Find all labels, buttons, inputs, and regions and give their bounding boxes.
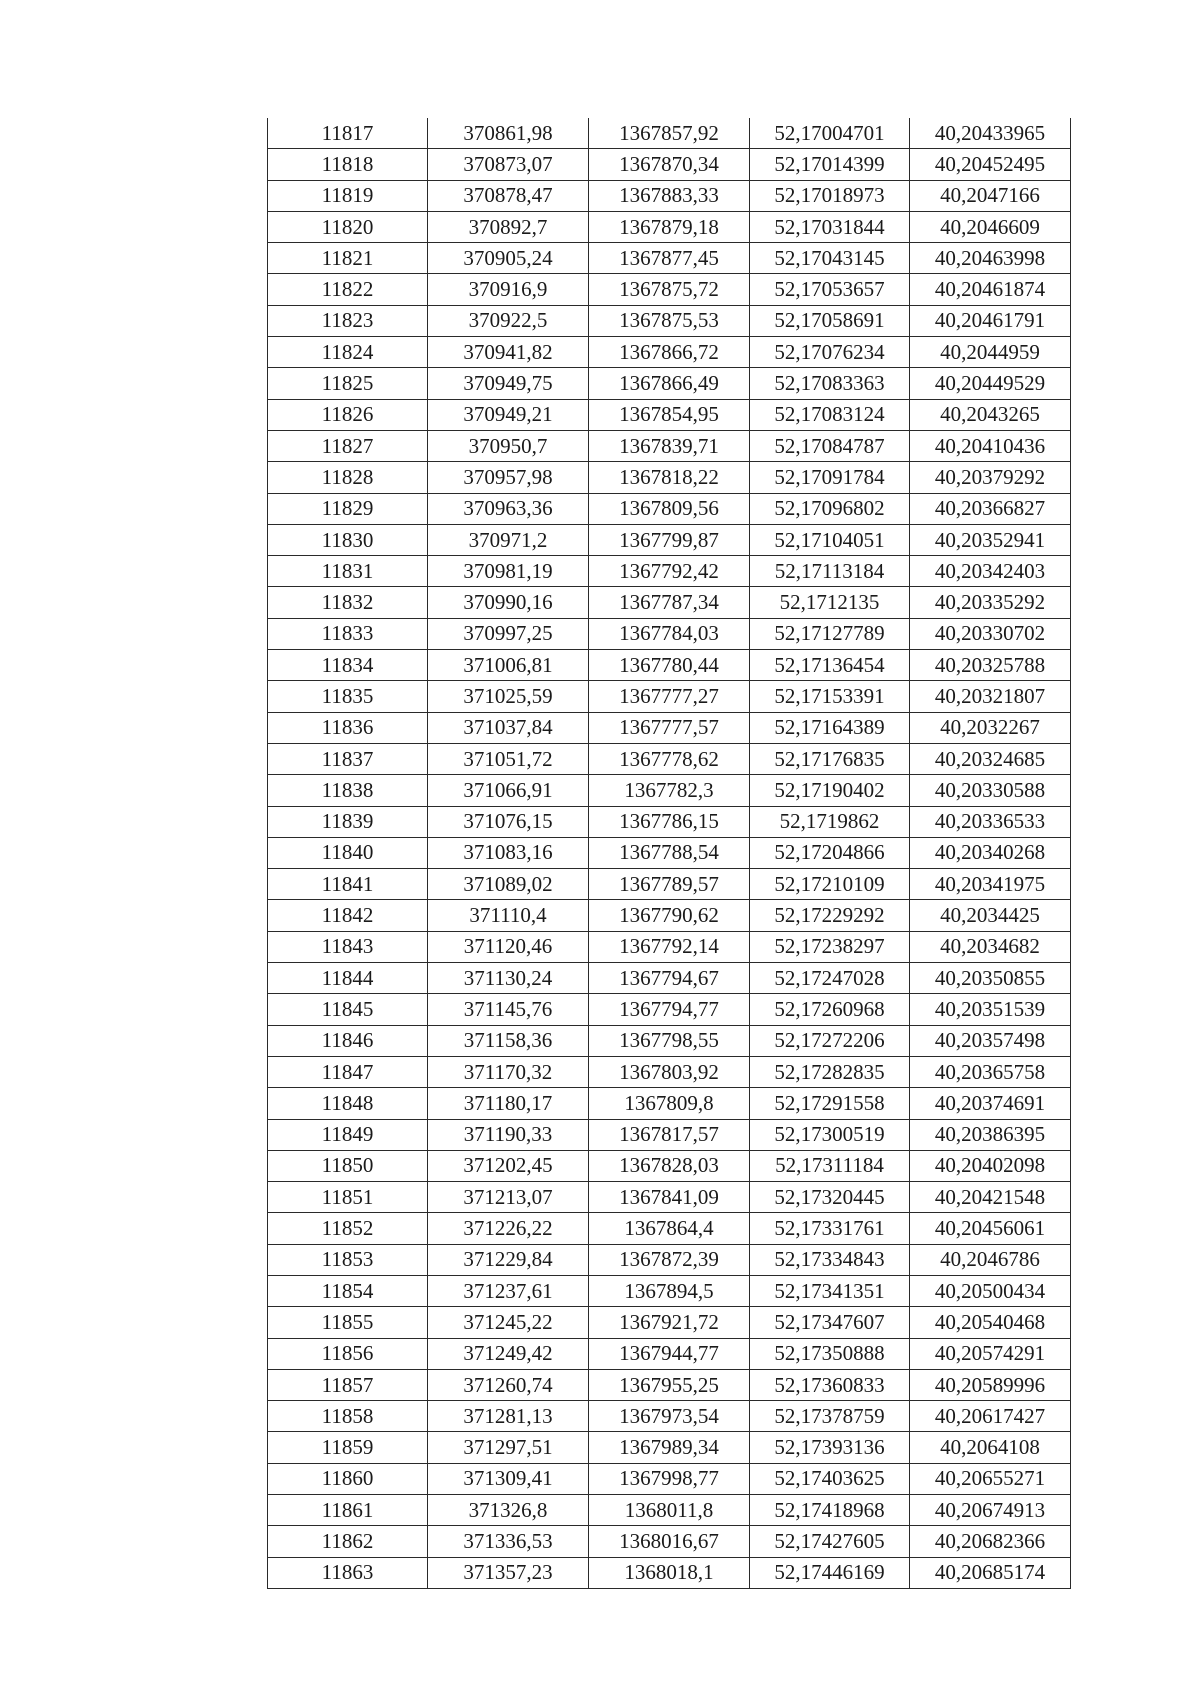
latitude-cell: 52,17418968	[750, 1495, 910, 1526]
y-coordinate-cell: 1367872,39	[589, 1244, 750, 1275]
y-coordinate-cell: 1367921,72	[589, 1307, 750, 1338]
table-row	[268, 712, 1071, 743]
table-row	[268, 900, 1071, 931]
x-coordinate-cell: 370971,2	[428, 524, 589, 555]
latitude-cell: 52,17300519	[750, 1119, 910, 1150]
y-coordinate-cell: 1367794,77	[589, 994, 750, 1025]
table-row	[268, 681, 1071, 712]
latitude-cell: 52,1719862	[750, 806, 910, 837]
y-coordinate-cell: 1367799,87	[589, 524, 750, 555]
longitude-cell: 40,20335292	[910, 587, 1071, 618]
x-coordinate-cell: 371237,61	[428, 1275, 589, 1306]
longitude-cell: 40,2043265	[910, 399, 1071, 430]
y-coordinate-cell: 1367973,54	[589, 1401, 750, 1432]
y-coordinate-cell: 1367875,72	[589, 274, 750, 305]
x-coordinate-cell: 371357,23	[428, 1557, 589, 1588]
longitude-cell: 40,20321807	[910, 681, 1071, 712]
point-number-cell: 11841	[268, 869, 428, 900]
point-number-cell: 11843	[268, 931, 428, 962]
y-coordinate-cell: 1367854,95	[589, 399, 750, 430]
y-coordinate-cell: 1367879,18	[589, 211, 750, 242]
table-row	[268, 1369, 1071, 1400]
point-number-cell: 11838	[268, 775, 428, 806]
latitude-cell: 52,17004701	[750, 118, 910, 149]
table-row	[268, 1025, 1071, 1056]
table-row	[268, 399, 1071, 430]
longitude-cell: 40,20351539	[910, 994, 1071, 1025]
y-coordinate-cell: 1367870,34	[589, 149, 750, 180]
y-coordinate-cell: 1367790,62	[589, 900, 750, 931]
latitude-cell: 52,17104051	[750, 524, 910, 555]
x-coordinate-cell: 371170,32	[428, 1056, 589, 1087]
x-coordinate-cell: 371249,42	[428, 1338, 589, 1369]
longitude-cell: 40,20374691	[910, 1088, 1071, 1119]
point-number-cell: 11863	[268, 1557, 428, 1588]
longitude-cell: 40,2034425	[910, 900, 1071, 931]
table-row	[268, 1495, 1071, 1526]
longitude-cell: 40,20386395	[910, 1119, 1071, 1150]
table-row	[268, 368, 1071, 399]
point-number-cell: 11855	[268, 1307, 428, 1338]
longitude-cell: 40,20682366	[910, 1526, 1071, 1557]
table-row	[268, 337, 1071, 368]
table-row	[268, 211, 1071, 242]
x-coordinate-cell: 370873,07	[428, 149, 589, 180]
table-row	[268, 743, 1071, 774]
point-number-cell: 11825	[268, 368, 428, 399]
x-coordinate-cell: 370963,36	[428, 493, 589, 524]
point-number-cell: 11829	[268, 493, 428, 524]
latitude-cell: 52,17347607	[750, 1307, 910, 1338]
latitude-cell: 52,17053657	[750, 274, 910, 305]
y-coordinate-cell: 1367841,09	[589, 1182, 750, 1213]
longitude-cell: 40,20357498	[910, 1025, 1071, 1056]
longitude-cell: 40,20589996	[910, 1369, 1071, 1400]
latitude-cell: 52,17136454	[750, 650, 910, 681]
point-number-cell: 11850	[268, 1150, 428, 1181]
table-row	[268, 556, 1071, 587]
longitude-cell: 40,20452495	[910, 149, 1071, 180]
table-row	[268, 493, 1071, 524]
x-coordinate-cell: 370861,98	[428, 118, 589, 149]
table-row	[268, 430, 1071, 461]
point-number-cell: 11846	[268, 1025, 428, 1056]
x-coordinate-cell: 371076,15	[428, 806, 589, 837]
y-coordinate-cell: 1367894,5	[589, 1275, 750, 1306]
latitude-cell: 52,17427605	[750, 1526, 910, 1557]
y-coordinate-cell: 1367788,54	[589, 837, 750, 868]
y-coordinate-cell: 1368011,8	[589, 1495, 750, 1526]
longitude-cell: 40,2044959	[910, 337, 1071, 368]
point-number-cell: 11860	[268, 1463, 428, 1494]
latitude-cell: 52,17096802	[750, 493, 910, 524]
latitude-cell: 52,17164389	[750, 712, 910, 743]
longitude-cell: 40,20500434	[910, 1275, 1071, 1306]
point-number-cell: 11819	[268, 180, 428, 211]
latitude-cell: 52,17084787	[750, 430, 910, 461]
table-row	[268, 837, 1071, 868]
table-row	[268, 1307, 1071, 1338]
y-coordinate-cell: 1367786,15	[589, 806, 750, 837]
latitude-cell: 52,17272206	[750, 1025, 910, 1056]
x-coordinate-cell: 370997,25	[428, 618, 589, 649]
latitude-cell: 52,1712135	[750, 587, 910, 618]
y-coordinate-cell: 1367777,57	[589, 712, 750, 743]
point-number-cell: 11837	[268, 743, 428, 774]
table-row	[268, 1275, 1071, 1306]
latitude-cell: 52,17446169	[750, 1557, 910, 1588]
latitude-cell: 52,17153391	[750, 681, 910, 712]
table-row	[268, 1463, 1071, 1494]
latitude-cell: 52,17291558	[750, 1088, 910, 1119]
x-coordinate-cell: 371229,84	[428, 1244, 589, 1275]
table-row	[268, 1182, 1071, 1213]
latitude-cell: 52,17083363	[750, 368, 910, 399]
x-coordinate-cell: 371130,24	[428, 963, 589, 994]
longitude-cell: 40,20574291	[910, 1338, 1071, 1369]
latitude-cell: 52,17260968	[750, 994, 910, 1025]
y-coordinate-cell: 1367866,49	[589, 368, 750, 399]
point-number-cell: 11840	[268, 837, 428, 868]
point-number-cell: 11820	[268, 211, 428, 242]
longitude-cell: 40,20325788	[910, 650, 1071, 681]
table-row	[268, 274, 1071, 305]
latitude-cell: 52,17311184	[750, 1150, 910, 1181]
y-coordinate-cell: 1367809,56	[589, 493, 750, 524]
point-number-cell: 11839	[268, 806, 428, 837]
y-coordinate-cell: 1367809,8	[589, 1088, 750, 1119]
point-number-cell: 11826	[268, 399, 428, 430]
table-row	[268, 806, 1071, 837]
table-row	[268, 931, 1071, 962]
point-number-cell: 11845	[268, 994, 428, 1025]
longitude-cell: 40,20352941	[910, 524, 1071, 555]
table-row	[268, 618, 1071, 649]
latitude-cell: 52,17127789	[750, 618, 910, 649]
coordinates-table-body	[268, 118, 1071, 1588]
x-coordinate-cell: 371145,76	[428, 994, 589, 1025]
x-coordinate-cell: 371202,45	[428, 1150, 589, 1181]
longitude-cell: 40,20655271	[910, 1463, 1071, 1494]
x-coordinate-cell: 371051,72	[428, 743, 589, 774]
longitude-cell: 40,20324685	[910, 743, 1071, 774]
x-coordinate-cell: 370905,24	[428, 243, 589, 274]
longitude-cell: 40,20341975	[910, 869, 1071, 900]
latitude-cell: 52,17282835	[750, 1056, 910, 1087]
x-coordinate-cell: 370990,16	[428, 587, 589, 618]
x-coordinate-cell: 371083,16	[428, 837, 589, 868]
point-number-cell: 11836	[268, 712, 428, 743]
point-number-cell: 11818	[268, 149, 428, 180]
table-row	[268, 1056, 1071, 1087]
y-coordinate-cell: 1367989,34	[589, 1432, 750, 1463]
longitude-cell: 40,2046786	[910, 1244, 1071, 1275]
longitude-cell: 40,2047166	[910, 180, 1071, 211]
latitude-cell: 52,17341351	[750, 1275, 910, 1306]
y-coordinate-cell: 1368018,1	[589, 1557, 750, 1588]
table-row	[268, 305, 1071, 336]
point-number-cell: 11831	[268, 556, 428, 587]
x-coordinate-cell: 371037,84	[428, 712, 589, 743]
x-coordinate-cell: 371066,91	[428, 775, 589, 806]
table-row	[268, 1526, 1071, 1557]
longitude-cell: 40,20366827	[910, 493, 1071, 524]
longitude-cell: 40,20617427	[910, 1401, 1071, 1432]
longitude-cell: 40,20685174	[910, 1557, 1071, 1588]
x-coordinate-cell: 371089,02	[428, 869, 589, 900]
longitude-cell: 40,20456061	[910, 1213, 1071, 1244]
point-number-cell: 11856	[268, 1338, 428, 1369]
latitude-cell: 52,17058691	[750, 305, 910, 336]
longitude-cell: 40,20342403	[910, 556, 1071, 587]
x-coordinate-cell: 371309,41	[428, 1463, 589, 1494]
latitude-cell: 52,17350888	[750, 1338, 910, 1369]
table-row	[268, 1432, 1071, 1463]
longitude-cell: 40,20350855	[910, 963, 1071, 994]
x-coordinate-cell: 370941,82	[428, 337, 589, 368]
y-coordinate-cell: 1367839,71	[589, 430, 750, 461]
y-coordinate-cell: 1368016,67	[589, 1526, 750, 1557]
y-coordinate-cell: 1367828,03	[589, 1150, 750, 1181]
latitude-cell: 52,17334843	[750, 1244, 910, 1275]
x-coordinate-cell: 371190,33	[428, 1119, 589, 1150]
latitude-cell: 52,17331761	[750, 1213, 910, 1244]
point-number-cell: 11859	[268, 1432, 428, 1463]
y-coordinate-cell: 1367787,34	[589, 587, 750, 618]
point-number-cell: 11852	[268, 1213, 428, 1244]
table-row	[268, 1401, 1071, 1432]
longitude-cell: 40,2064108	[910, 1432, 1071, 1463]
x-coordinate-cell: 371281,13	[428, 1401, 589, 1432]
table-row	[268, 775, 1071, 806]
coordinates-table	[267, 118, 1071, 1589]
point-number-cell: 11858	[268, 1401, 428, 1432]
latitude-cell: 52,17247028	[750, 963, 910, 994]
longitude-cell: 40,2046609	[910, 211, 1071, 242]
point-number-cell: 11861	[268, 1495, 428, 1526]
x-coordinate-cell: 371180,17	[428, 1088, 589, 1119]
latitude-cell: 52,17378759	[750, 1401, 910, 1432]
point-number-cell: 11828	[268, 462, 428, 493]
point-number-cell: 11847	[268, 1056, 428, 1087]
latitude-cell: 52,17043145	[750, 243, 910, 274]
latitude-cell: 52,17238297	[750, 931, 910, 962]
table-row	[268, 243, 1071, 274]
x-coordinate-cell: 371260,74	[428, 1369, 589, 1400]
y-coordinate-cell: 1367798,55	[589, 1025, 750, 1056]
x-coordinate-cell: 370949,75	[428, 368, 589, 399]
table-row	[268, 1338, 1071, 1369]
y-coordinate-cell: 1367778,62	[589, 743, 750, 774]
latitude-cell: 52,17083124	[750, 399, 910, 430]
latitude-cell: 52,17190402	[750, 775, 910, 806]
point-number-cell: 11851	[268, 1182, 428, 1213]
y-coordinate-cell: 1367998,77	[589, 1463, 750, 1494]
x-coordinate-cell: 371326,8	[428, 1495, 589, 1526]
longitude-cell: 40,2034682	[910, 931, 1071, 962]
y-coordinate-cell: 1367817,57	[589, 1119, 750, 1150]
table-row	[268, 587, 1071, 618]
y-coordinate-cell: 1367782,3	[589, 775, 750, 806]
point-number-cell: 11821	[268, 243, 428, 274]
x-coordinate-cell: 370878,47	[428, 180, 589, 211]
point-number-cell: 11853	[268, 1244, 428, 1275]
point-number-cell: 11817	[268, 118, 428, 149]
latitude-cell: 52,17320445	[750, 1182, 910, 1213]
longitude-cell: 40,20421548	[910, 1182, 1071, 1213]
x-coordinate-cell: 371213,07	[428, 1182, 589, 1213]
longitude-cell: 40,20336533	[910, 806, 1071, 837]
x-coordinate-cell: 371226,22	[428, 1213, 589, 1244]
longitude-cell: 40,20540468	[910, 1307, 1071, 1338]
table-row	[268, 1150, 1071, 1181]
longitude-cell: 40,20330588	[910, 775, 1071, 806]
x-coordinate-cell: 370950,7	[428, 430, 589, 461]
x-coordinate-cell: 371006,81	[428, 650, 589, 681]
latitude-cell: 52,17113184	[750, 556, 910, 587]
longitude-cell: 40,20379292	[910, 462, 1071, 493]
x-coordinate-cell: 371297,51	[428, 1432, 589, 1463]
latitude-cell: 52,17091784	[750, 462, 910, 493]
longitude-cell: 40,20365758	[910, 1056, 1071, 1087]
y-coordinate-cell: 1367883,33	[589, 180, 750, 211]
y-coordinate-cell: 1367955,25	[589, 1369, 750, 1400]
x-coordinate-cell: 371110,4	[428, 900, 589, 931]
point-number-cell: 11823	[268, 305, 428, 336]
longitude-cell: 40,20402098	[910, 1150, 1071, 1181]
longitude-cell: 40,20461791	[910, 305, 1071, 336]
y-coordinate-cell: 1367784,03	[589, 618, 750, 649]
y-coordinate-cell: 1367780,44	[589, 650, 750, 681]
latitude-cell: 52,17014399	[750, 149, 910, 180]
table-row	[268, 524, 1071, 555]
point-number-cell: 11833	[268, 618, 428, 649]
point-number-cell: 11842	[268, 900, 428, 931]
y-coordinate-cell: 1367777,27	[589, 681, 750, 712]
y-coordinate-cell: 1367792,42	[589, 556, 750, 587]
table-row	[268, 1557, 1071, 1588]
table-row	[268, 1213, 1071, 1244]
point-number-cell: 11824	[268, 337, 428, 368]
x-coordinate-cell: 370949,21	[428, 399, 589, 430]
x-coordinate-cell: 370916,9	[428, 274, 589, 305]
table-row	[268, 994, 1071, 1025]
longitude-cell: 40,20674913	[910, 1495, 1071, 1526]
longitude-cell: 40,20330702	[910, 618, 1071, 649]
latitude-cell: 52,17176835	[750, 743, 910, 774]
point-number-cell: 11827	[268, 430, 428, 461]
table-row	[268, 1119, 1071, 1150]
y-coordinate-cell: 1367857,92	[589, 118, 750, 149]
longitude-cell: 40,20461874	[910, 274, 1071, 305]
latitude-cell: 52,17076234	[750, 337, 910, 368]
point-number-cell: 11862	[268, 1526, 428, 1557]
y-coordinate-cell: 1367864,4	[589, 1213, 750, 1244]
point-number-cell: 11848	[268, 1088, 428, 1119]
x-coordinate-cell: 371120,46	[428, 931, 589, 962]
latitude-cell: 52,17360833	[750, 1369, 910, 1400]
longitude-cell: 40,20463998	[910, 243, 1071, 274]
x-coordinate-cell: 371336,53	[428, 1526, 589, 1557]
table-row	[268, 149, 1071, 180]
x-coordinate-cell: 370957,98	[428, 462, 589, 493]
point-number-cell: 11832	[268, 587, 428, 618]
longitude-cell: 40,20449529	[910, 368, 1071, 399]
y-coordinate-cell: 1367944,77	[589, 1338, 750, 1369]
point-number-cell: 11834	[268, 650, 428, 681]
y-coordinate-cell: 1367789,57	[589, 869, 750, 900]
longitude-cell: 40,20410436	[910, 430, 1071, 461]
y-coordinate-cell: 1367803,92	[589, 1056, 750, 1087]
x-coordinate-cell: 370922,5	[428, 305, 589, 336]
table-row	[268, 180, 1071, 211]
latitude-cell: 52,17229292	[750, 900, 910, 931]
point-number-cell: 11849	[268, 1119, 428, 1150]
latitude-cell: 52,17393136	[750, 1432, 910, 1463]
table-row	[268, 1244, 1071, 1275]
table-row	[268, 1088, 1071, 1119]
y-coordinate-cell: 1367877,45	[589, 243, 750, 274]
x-coordinate-cell: 370892,7	[428, 211, 589, 242]
latitude-cell: 52,17403625	[750, 1463, 910, 1494]
point-number-cell: 11854	[268, 1275, 428, 1306]
x-coordinate-cell: 371025,59	[428, 681, 589, 712]
point-number-cell: 11822	[268, 274, 428, 305]
longitude-cell: 40,2032267	[910, 712, 1071, 743]
y-coordinate-cell: 1367792,14	[589, 931, 750, 962]
y-coordinate-cell: 1367875,53	[589, 305, 750, 336]
longitude-cell: 40,20340268	[910, 837, 1071, 868]
table-row	[268, 869, 1071, 900]
point-number-cell: 11835	[268, 681, 428, 712]
x-coordinate-cell: 370981,19	[428, 556, 589, 587]
latitude-cell: 52,17018973	[750, 180, 910, 211]
y-coordinate-cell: 1367866,72	[589, 337, 750, 368]
table-row	[268, 118, 1071, 149]
point-number-cell: 11857	[268, 1369, 428, 1400]
table-row	[268, 462, 1071, 493]
point-number-cell: 11844	[268, 963, 428, 994]
table-row	[268, 963, 1071, 994]
latitude-cell: 52,17031844	[750, 211, 910, 242]
longitude-cell: 40,20433965	[910, 118, 1071, 149]
latitude-cell: 52,17204866	[750, 837, 910, 868]
table-row	[268, 650, 1071, 681]
x-coordinate-cell: 371245,22	[428, 1307, 589, 1338]
y-coordinate-cell: 1367794,67	[589, 963, 750, 994]
y-coordinate-cell: 1367818,22	[589, 462, 750, 493]
latitude-cell: 52,17210109	[750, 869, 910, 900]
point-number-cell: 11830	[268, 524, 428, 555]
x-coordinate-cell: 371158,36	[428, 1025, 589, 1056]
